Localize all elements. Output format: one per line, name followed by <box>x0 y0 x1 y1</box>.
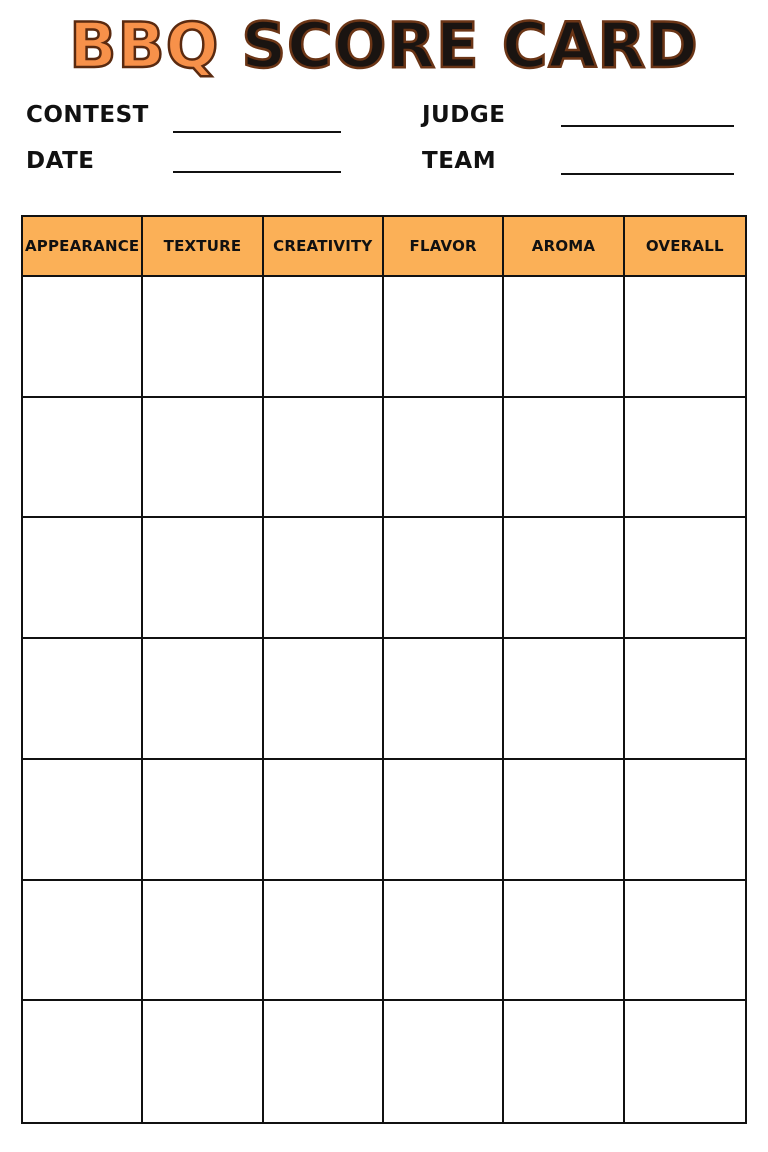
date-field[interactable] <box>173 171 341 173</box>
score-cell-flavor[interactable] <box>384 639 504 760</box>
score-cell-flavor[interactable] <box>384 277 504 398</box>
score-cell-overall[interactable] <box>625 277 745 398</box>
score-cell-overall[interactable] <box>625 1001 745 1122</box>
score-cell-texture[interactable] <box>143 881 263 1002</box>
score-cell-aroma[interactable] <box>504 881 624 1002</box>
score-cell-flavor[interactable] <box>384 398 504 519</box>
score-cell-texture[interactable] <box>143 760 263 881</box>
score-cell-creativity[interactable] <box>264 518 384 639</box>
page-title <box>0 6 768 84</box>
score-cell-texture[interactable] <box>143 1001 263 1122</box>
score-cell-appearance[interactable] <box>23 881 143 1002</box>
team-field[interactable] <box>561 173 734 175</box>
score-cell-appearance[interactable] <box>23 398 143 519</box>
score-cell-aroma[interactable] <box>504 518 624 639</box>
score-cell-creativity[interactable] <box>264 881 384 1002</box>
title-accent: BBQ <box>69 8 220 82</box>
column-header-aroma: AROMA <box>504 217 624 277</box>
column-header-flavor: FLAVOR <box>384 217 504 277</box>
score-cell-flavor[interactable] <box>384 518 504 639</box>
date-label: DATE <box>26 148 95 174</box>
score-cell-aroma[interactable] <box>504 277 624 398</box>
judge-label: JUDGE <box>422 102 506 128</box>
score-cell-overall[interactable] <box>625 639 745 760</box>
title-main: SCORE CARD <box>241 8 699 82</box>
column-header-overall: OVERALL <box>625 217 745 277</box>
score-cell-creativity[interactable] <box>264 398 384 519</box>
column-header-texture: TEXTURE <box>143 217 263 277</box>
score-cell-texture[interactable] <box>143 518 263 639</box>
contest-label: CONTEST <box>26 102 149 128</box>
score-cell-texture[interactable] <box>143 639 263 760</box>
score-cell-appearance[interactable] <box>23 277 143 398</box>
team-label: TEAM <box>422 148 497 174</box>
score-cell-texture[interactable] <box>143 398 263 519</box>
score-cell-texture[interactable] <box>143 277 263 398</box>
column-header-creativity: CREATIVITY <box>264 217 384 277</box>
score-table <box>21 215 747 1124</box>
score-cell-creativity[interactable] <box>264 639 384 760</box>
score-cell-creativity[interactable] <box>264 277 384 398</box>
score-cell-overall[interactable] <box>625 518 745 639</box>
column-header-appearance: APPEARANCE <box>23 217 143 277</box>
score-cell-aroma[interactable] <box>504 760 624 881</box>
score-cell-aroma[interactable] <box>504 398 624 519</box>
score-cell-flavor[interactable] <box>384 1001 504 1122</box>
score-cell-aroma[interactable] <box>504 639 624 760</box>
score-cell-flavor[interactable] <box>384 881 504 1002</box>
score-cell-overall[interactable] <box>625 881 745 1002</box>
score-cell-aroma[interactable] <box>504 1001 624 1122</box>
score-cell-appearance[interactable] <box>23 639 143 760</box>
score-cell-appearance[interactable] <box>23 760 143 881</box>
contest-field[interactable] <box>173 131 341 133</box>
score-cell-flavor[interactable] <box>384 760 504 881</box>
score-cell-creativity[interactable] <box>264 1001 384 1122</box>
score-cell-creativity[interactable] <box>264 760 384 881</box>
score-cell-appearance[interactable] <box>23 518 143 639</box>
score-cell-overall[interactable] <box>625 398 745 519</box>
score-cell-overall[interactable] <box>625 760 745 881</box>
judge-field[interactable] <box>561 125 734 127</box>
score-cell-appearance[interactable] <box>23 1001 143 1122</box>
